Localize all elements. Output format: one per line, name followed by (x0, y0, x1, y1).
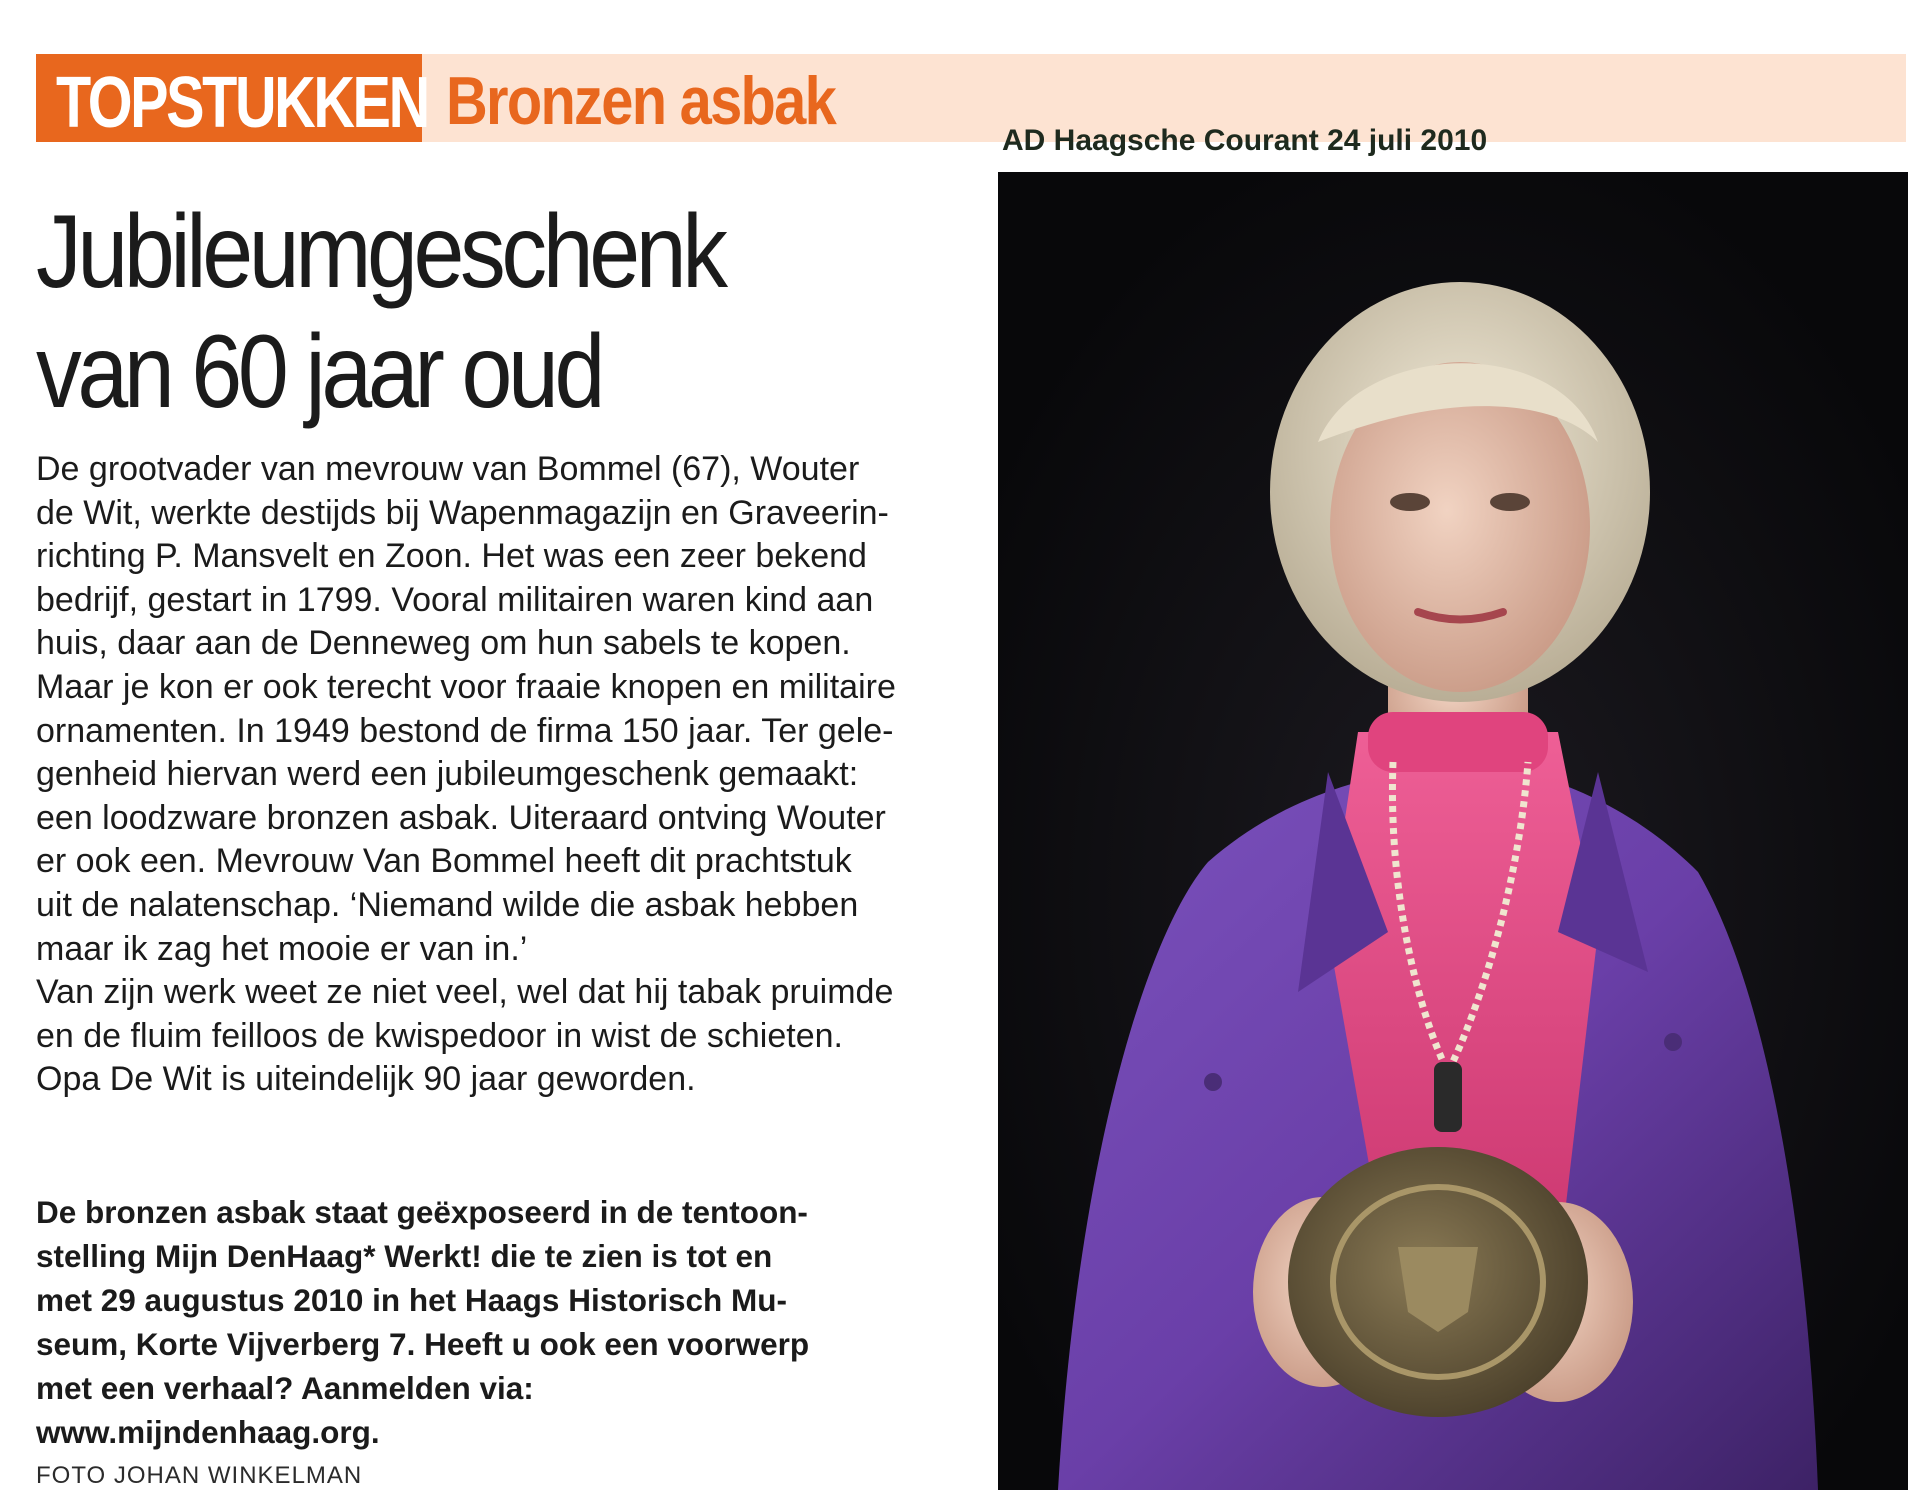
body-line: De grootvader van mevrouw van Bommel (67), Wouter (36, 450, 860, 488)
necklace-pendant (1434, 1062, 1462, 1132)
callout-website: www.mijndenhaag.org. (36, 1414, 380, 1450)
left-eye (1390, 493, 1430, 511)
source-note: AD Haagsche Courant 24 juli 2010 (1002, 124, 1488, 157)
section-tag (36, 54, 428, 143)
jacket-button (1664, 1033, 1682, 1051)
callout-line: seum, Korte Vijverberg 7. Heeft u ook een voorwerp (36, 1326, 810, 1362)
body-line: uit de nalatenschap. ‘Niemand wilde die asbak hebben (36, 885, 859, 924)
body-line: Opa De Wit is uiteindelijk 90 jaar geworden. (36, 1060, 696, 1099)
portrait-photo (998, 172, 1908, 1490)
right-eye (1490, 493, 1530, 511)
headline-line: van 60 jaar oud (36, 314, 601, 430)
body-line: een loodzware bronzen asbak. Uiteraard ontving Wouter (36, 798, 886, 837)
body-line: ornamenten. In 1949 bestond de firma 150 jaar. Ter gele- (36, 711, 894, 750)
section-subtitle: Bronzen asbak (446, 63, 836, 139)
photo-credit: FOTO JOHAN WINKELMAN (36, 1462, 363, 1489)
article-body (36, 448, 976, 1102)
jacket-button (1204, 1073, 1222, 1091)
callout-line: met 29 augustus 2010 in het Haags Historisch Mu- (36, 1282, 787, 1318)
body-line: en de fluim feilloos de kwispedoor in wist de schieten. (36, 1016, 843, 1055)
callout-line: De bronzen asbak staat geëxposeerd in de tentoon- (36, 1194, 808, 1230)
body-line: bedrijf, gestart in 1799. Vooral militairen waren kind aan (36, 580, 874, 619)
body-line: er ook een. Mevrouw Van Bommel heeft dit prachtstuk (36, 842, 852, 881)
callout-line: met een verhaal? Aanmelden via: (36, 1370, 534, 1406)
body-line: maar ik zag het mooie er van in.’ (36, 929, 528, 968)
body-line: huis, daar aan de Denneweg om hun sabels te kopen. (36, 624, 851, 663)
exhibition-callout (36, 1190, 976, 1454)
headline-line: Jubileumgeschenk (36, 194, 724, 310)
portrait-illustration (998, 172, 1908, 1490)
callout-line: stelling Mijn DenHaag* Werkt! die te zien is tot en (36, 1238, 773, 1274)
headline (36, 192, 872, 432)
section-tag-label: TOPSTUKKEN (56, 63, 428, 143)
body-line: genheid hiervan werd een jubileumgeschenk gemaakt: (36, 755, 859, 794)
body-line: Van zijn werk weet ze niet veel, wel dat hij tabak pruimde (36, 973, 894, 1012)
body-line: de Wit, werkte destijds bij Wapenmagazijn en Graveerin- (36, 493, 889, 532)
body-line: richting P. Mansvelt en Zoon. Het was een zeer bekend (36, 537, 867, 576)
body-line: Maar je kon er ook terecht voor fraaie knopen en militaire (36, 667, 896, 706)
